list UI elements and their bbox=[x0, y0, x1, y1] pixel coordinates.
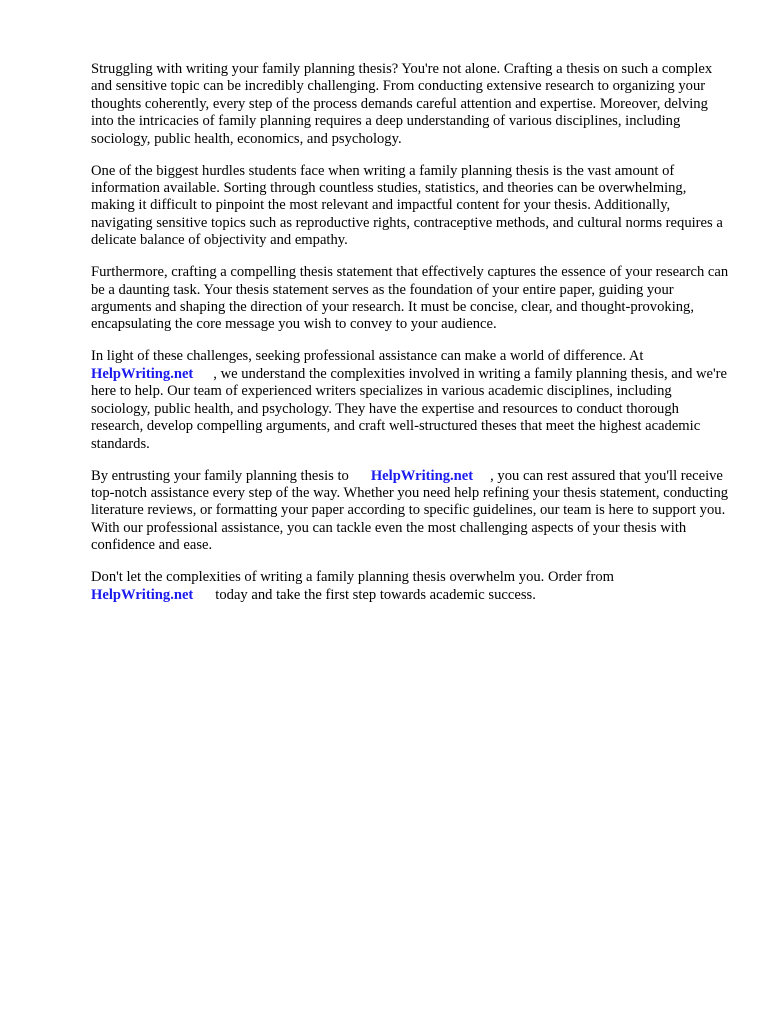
paragraph-order-text-after: today and take the first step towards academic success. bbox=[215, 586, 536, 603]
paragraph-intro: Struggling with writing your family planning thesis? You're not alone. Crafting a thesis on such a complex and sensitive topic can be incredibly challenging. From conducting extensive research to organizing your thoughts coherently, every step of the process demands careful attention and expertise. Moreover, delving into the intricacies of family planning requires a deep understanding of various disciplines, including sociology, public health, economics, and psychology. bbox=[91, 61, 713, 147]
paragraph-order-text-before: Don't let the complexities of writing a family planning thesis overwhelm you. Order from bbox=[91, 569, 615, 586]
paragraph-order bbox=[91, 569, 731, 604]
paragraph-entrusting bbox=[91, 468, 731, 555]
helpwriting-link-1[interactable]: HelpWriting.net bbox=[91, 365, 194, 382]
paragraph-professional-help bbox=[91, 348, 731, 452]
paragraph-entrusting-text-after: , you can rest assured that you'll receive top-notch assistance every step of the way. Whether you need help refining your thesis statement, conducting literature reviews, or formatting your paper according to specific guidelines, our team is here to support you. With our professional assistance, you can tackle even the most challenging aspects of your thesis with confidence and ease. bbox=[91, 467, 729, 554]
paragraph-professional-help-text-before: In light of these challenges, seeking professional assistance can make a world of difference. At bbox=[91, 348, 644, 365]
paragraph-entrusting-text-before: By entrusting your family planning thesis to bbox=[91, 467, 349, 484]
helpwriting-link-3[interactable]: HelpWriting.net bbox=[91, 586, 194, 603]
helpwriting-link-2[interactable]: HelpWriting.net bbox=[370, 467, 474, 484]
document-body bbox=[91, 61, 731, 619]
paragraph-professional-help-text-after: , we understand the complexities involved in writing a family planning thesis, and we're here to help. Our team of experienced writers specializes in various academic disciplines, including sociology, public health, and psychology. They have the expertise and resources to conduct thorough research, develop compelling arguments, and craft well-structured theses that meet the highest academic standards. bbox=[91, 365, 727, 452]
paragraph-thesis-statement: Furthermore, crafting a compelling thesis statement that effectively captures the essence of your research can be a daunting task. Your thesis statement serves as the foundation of your entire paper, guiding your arguments and shaping the direction of your research. It must be concise, clear, and thought-provoking, encapsulating the core message you wish to convey to your audience. bbox=[91, 264, 729, 333]
paragraph-hurdles: One of the biggest hurdles students face when writing a family planning thesis is the vast amount of information available. Sorting through countless studies, statistics, and theories can be overwhelming, making it difficult to pinpoint the most relevant and impactful content for your thesis. Additionally, navigating sensitive topics such as reproductive rights, contraceptive methods, and cultural norms requires a delicate balance of objectivity and empathy. bbox=[91, 162, 723, 249]
